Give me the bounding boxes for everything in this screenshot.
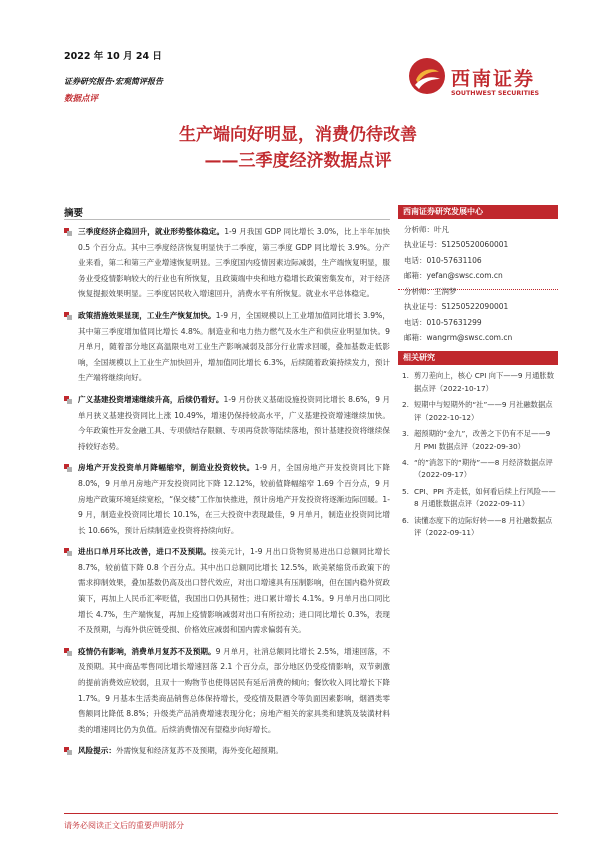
- related-report-number: 5.: [402, 486, 409, 496]
- paragraph-text: 按美元计，1-9 月出口货物贸易进出口总额同比增长 8.7%，较前值下降 0.8 个百分点。其中出口总额同比增长 12.5%，欧美紧缩货币政策下的需求抑制效果，叠加基数仍高及出口替代效应，对出口增速具有压制影响，但在国内稳外贸政策下，再加上人民币汇率贬值，我国出口仍具韧性；进口累计增长 4.1%。9 月单月出口同比增长 4.7%，生产端恢复，再加上疫情影响减弱对出口有所拉动；进口同比增长 0.3%，表现不及预期，与海外供应链受损、价格效应减弱和国内需求偏弱有关。: [78, 547, 390, 635]
- related-report-number: 2.: [402, 399, 409, 409]
- paragraph-lead: 三季度经济企稳回升，就业形势整体稳定。: [78, 227, 225, 236]
- related-report-number: 3.: [402, 428, 409, 438]
- analyst-email[interactable]: 邮箱：wangrm@swsc.com.cn: [404, 332, 513, 342]
- related-report-link[interactable]: [402, 486, 556, 511]
- related-report-number: 1.: [402, 371, 409, 380]
- logo-name-cn: 西南证券: [451, 68, 536, 90]
- risk-warning: [64, 743, 390, 759]
- related-report-title: 读懂态度下的边际好转——8 月社融数据点评（2022-09-11）: [414, 515, 553, 538]
- related-report-number: 6.: [402, 515, 409, 525]
- paragraph-lead: 房地产开发投资单月降幅缩窄，制造业投资较快。: [78, 463, 255, 473]
- abstract-divider: [64, 219, 390, 220]
- abstract-paragraph: [64, 224, 390, 302]
- paragraph-text: 外需恢复和经济复苏不及预期，海外变化超预期。: [115, 746, 284, 756]
- related-report-title: 超预期的“金九”，改善之下仍有不足——9 月 PMI 数据点评（2022-09-30）: [414, 428, 551, 451]
- related-report-title: CPI、PPI 齐走低，如何看后续上行风险——8 月通胀数据点评（2022-09-11）: [414, 486, 556, 509]
- analyst-cert: 执业证号：S1250522090001: [404, 302, 509, 312]
- paragraph-text: 1-9 月，全国房地产开发投资同比下降 8.0%，9 月单月房地产开发投资同比下降 12.12%，较前值降幅缩窄 1.69 个百分点，9 月房地产政策环境延续宽松，“保交楼”工作加快推进，预计房地产开发投资将逐渐边际回暖。1-9 月，制造业投资同比增长 10.1%，在三大投资中表现最佳，9 月单月，制造业投资同比增长 10.66%，预计后续制造业投资将持续向好。: [78, 463, 390, 535]
- bullet-square-icon: [64, 396, 72, 404]
- related-report-link[interactable]: [402, 399, 556, 424]
- related-report-title: 短期中与短期外的“社”——9 月社融数据点评（2022-10-12）: [414, 399, 553, 422]
- report-date: 2022 年 10 月 24 日: [64, 51, 162, 62]
- paragraph-text: 1-9 月份狭义基础设施投资同比增长 8.6%，9 月单月狭义基建投资同比上涨 10.49%，增速仍保持较高水平，广义基建投资增速继续加快。今年政策性开发金融工具、专项债结存限额、专项再贷款等陆续落地，预计基建投资将继续保持较好态势。: [78, 394, 390, 451]
- abstract-paragraph: [64, 392, 390, 454]
- related-research-list: [402, 370, 556, 543]
- paragraph-lead: 广义基建投资增速继续升高，后续仍看好。: [78, 394, 224, 404]
- footer-disclaimer: 请务必阅读正文后的重要声明部分: [64, 821, 184, 830]
- paragraph-text: 9 月单月，社消总额同比增长 2.5%，增速回落，不及预期。其中商品零售同比增长增速回落 2.1 个百分点，部分地区仍受疫情影响，双节刺激的提前消费效应较弱，且双十一购物节也使得居民有延后消费的倾向；餐饮收入同比增长下降 1.7%。9 月基本生活类商品销售总体保持增长，受疫情及限酒令等负面因素影响，烟酒类零售额同比降低 8.8%；升级类产品消费增速表现分化；房地产相关的家具类和建筑及装潢材料类的增速同比仍为负值。后续消费情况有望稳步向好增长。: [78, 646, 391, 734]
- related-report-link[interactable]: [402, 428, 556, 453]
- related-research-heading: 相关研究: [398, 351, 558, 365]
- bullet-square-icon: [64, 228, 72, 236]
- footer-divider: [64, 813, 558, 814]
- paragraph-text: 1-9 月，全国规模以上工业增加值同比增长 3.9%，其中第三季度增加值同比增长 4.8%。制造业和电力热力燃气及水生产和供应业明显加快。9 月单月，随着部分地区高温限电对工业生产影响减弱及部分行业需求回暖，叠加基数走低影响，全国规模以上工业生产加快回升，增加值同比增长 6.3%，后续随着政策持续发力，预计生产端将继续向好。: [78, 310, 390, 383]
- analyst-card: [404, 222, 558, 283]
- analyst-name: 分析师：叶凡: [404, 225, 449, 234]
- paragraph-lead: 政策措施效果显现，工业生产恢复加快。: [78, 310, 216, 320]
- report-subtype: 数据点评: [64, 94, 99, 104]
- abstract-heading: 摘要: [64, 208, 84, 219]
- paragraph-lead: 进出口单月环比改善，进口不及预期。: [78, 547, 211, 557]
- bullet-square-icon: [64, 747, 72, 755]
- analyst-email[interactable]: 邮箱：yefan@swsc.com.cn: [404, 270, 503, 280]
- bullet-square-icon: [64, 464, 72, 472]
- logo-name-en: SOUTHWEST SECURITIES: [451, 90, 540, 97]
- paragraph-text: 1-9 月我国 GDP 同比增长 3.0%，比上半年加快 0.5 个百分点。其中三季度经济恢复明显快于二季度，第三季度 GDP 同比增长 3.9%。分产业来看，第二和第三产业增速恢复明显。三季度国内疫情因素边际减弱，生产端恢复明显，服务业受疫情影响较大的行业也有所恢复，且政策端中央和地方稳增长政策密集发布，对于经济恢复提振效果明显。三季度居民收入增速回升，消费水平有所恢复。就业水平总体稳定。: [78, 227, 390, 299]
- analyst-phone: 电话：010-57631299: [404, 317, 482, 327]
- related-report-link[interactable]: [402, 370, 556, 395]
- report-subtitle: ——三季度经济数据点评: [204, 151, 392, 171]
- analyst-card: [404, 284, 558, 345]
- research-team-heading: 西南证券研究发展中心: [398, 205, 558, 219]
- analyst-cert: 执业证号：S1250520060001: [404, 240, 509, 250]
- company-logo: [407, 56, 557, 108]
- related-report-link[interactable]: [402, 515, 556, 540]
- logo-emblem-icon: [407, 56, 447, 96]
- related-report-title: 剪刀差向上，核心 CPI 向下——9 月通胀数据点评（2022-10-17）: [414, 371, 554, 393]
- analyst-phone: 电话：010-57631106: [404, 255, 482, 265]
- abstract-paragraph: [64, 644, 390, 738]
- abstract-paragraph: [64, 544, 390, 638]
- bullet-square-icon: [64, 548, 72, 556]
- report-type: 证券研究报告·宏观简评报告: [64, 77, 164, 86]
- abstract-paragraph: [64, 308, 390, 386]
- related-report-number: 4.: [402, 457, 409, 467]
- related-report-title: “的”消忽下的“期待”——8 月经济数据点评（2022-09-17）: [414, 457, 553, 480]
- paragraph-lead: 风险提示：: [78, 746, 116, 756]
- abstract-body: [64, 224, 390, 765]
- report-title: 生产端向好明显，消费仍待改善: [179, 125, 417, 145]
- bullet-square-icon: [64, 312, 72, 320]
- bullet-square-icon: [64, 648, 72, 656]
- analyst-name: 分析师：王润梦: [404, 287, 457, 296]
- related-report-link[interactable]: [402, 457, 556, 482]
- paragraph-lead: 疫情仍有影响，消费单月复苏不及预期。: [78, 646, 216, 656]
- abstract-paragraph: [64, 460, 390, 538]
